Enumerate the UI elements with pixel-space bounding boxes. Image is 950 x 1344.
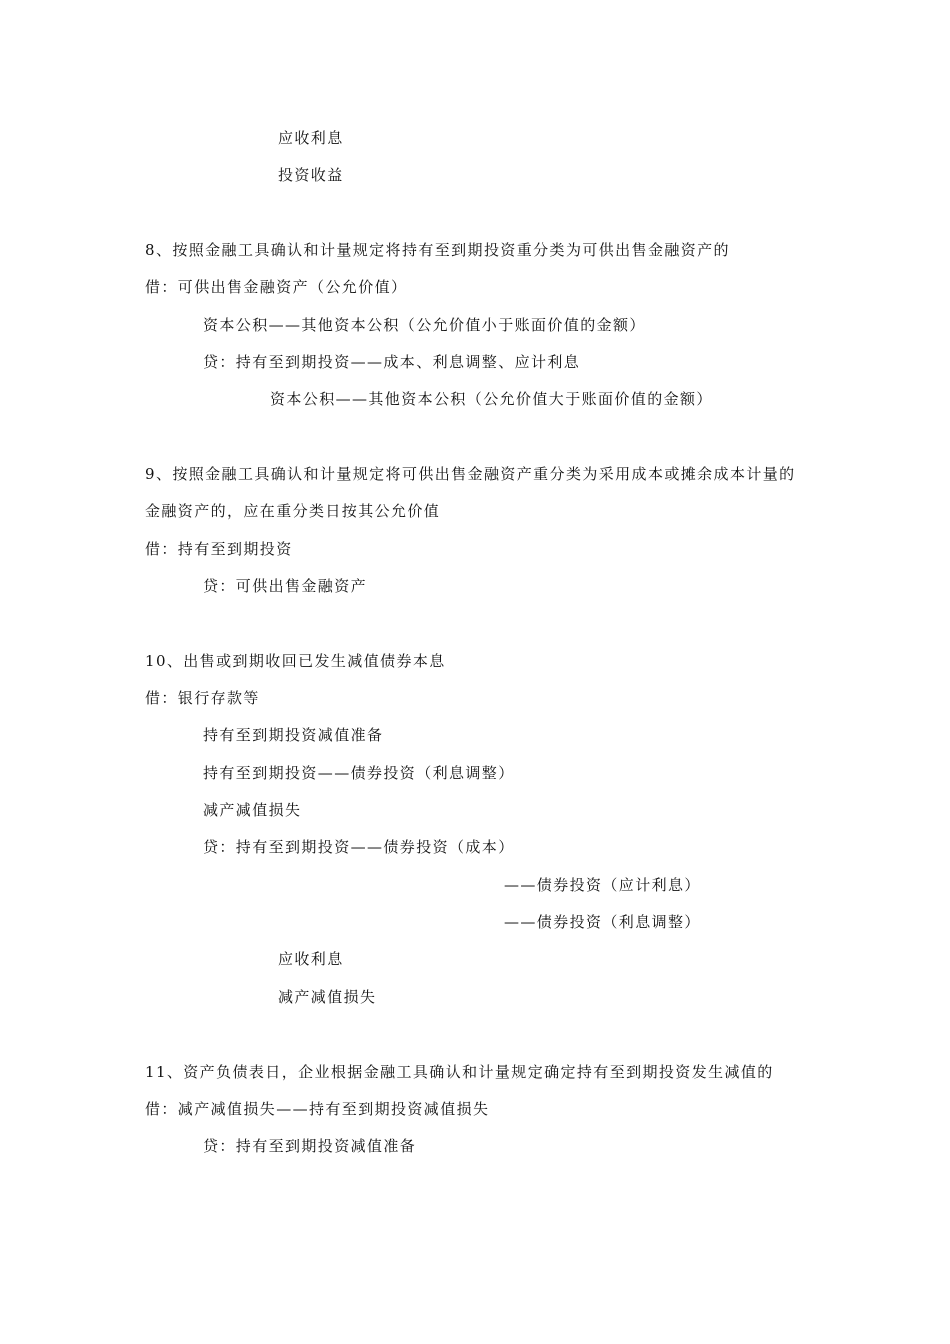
section-heading: 9、按照金融工具确认和计量规定将可供出售金融资产重分类为采用成本或摊余成本计量的 bbox=[145, 465, 796, 483]
section-heading: 8、按照金融工具确认和计量规定将持有至到期投资重分类为可供出售金融资产的 bbox=[145, 241, 730, 259]
entry-line: 减产减值损失 bbox=[203, 801, 302, 819]
entry-line: 应收利息 bbox=[278, 950, 344, 968]
section-heading-continued: 金融资产的，应在重分类日按其公允价值 bbox=[145, 502, 441, 520]
entry-line: 持有至到期投资——债券投资（利息调整） bbox=[203, 764, 515, 782]
entry-line: 资本公积——其他资本公积（公允价值小于账面价值的金额） bbox=[203, 316, 646, 334]
entry-line: 贷：持有至到期投资——成本、利息调整、应计利息 bbox=[203, 353, 581, 371]
entry-line: 投资收益 bbox=[278, 166, 344, 184]
entry-line: 贷：持有至到期投资——债券投资（成本） bbox=[203, 838, 515, 856]
entry-line: ——债券投资（应计利息） bbox=[504, 876, 701, 894]
entry-line: 借：持有至到期投资 bbox=[145, 540, 293, 558]
entry-line: 借：银行存款等 bbox=[145, 689, 260, 707]
entry-line: 贷：可供出售金融资产 bbox=[203, 577, 368, 595]
section-heading: 10、出售或到期收回已发生减值债券本息 bbox=[145, 652, 446, 670]
entry-line: 应收利息 bbox=[278, 129, 344, 147]
entry-line: 借：减产减值损失——持有至到期投资减值损失 bbox=[145, 1100, 490, 1118]
entry-line: 贷：持有至到期投资减值准备 bbox=[203, 1137, 417, 1155]
section-heading: 11、资产负债表日，企业根据金融工具确认和计量规定确定持有至到期投资发生减值的 bbox=[145, 1063, 774, 1081]
entry-line: ——债券投资（利息调整） bbox=[504, 913, 701, 931]
entry-line: 资本公积——其他资本公积（公允价值大于账面价值的金额） bbox=[270, 390, 713, 408]
entry-line: 借：可供出售金融资产（公允价值） bbox=[145, 278, 408, 296]
entry-line: 减产减值损失 bbox=[278, 988, 377, 1006]
entry-line: 持有至到期投资减值准备 bbox=[203, 726, 384, 744]
